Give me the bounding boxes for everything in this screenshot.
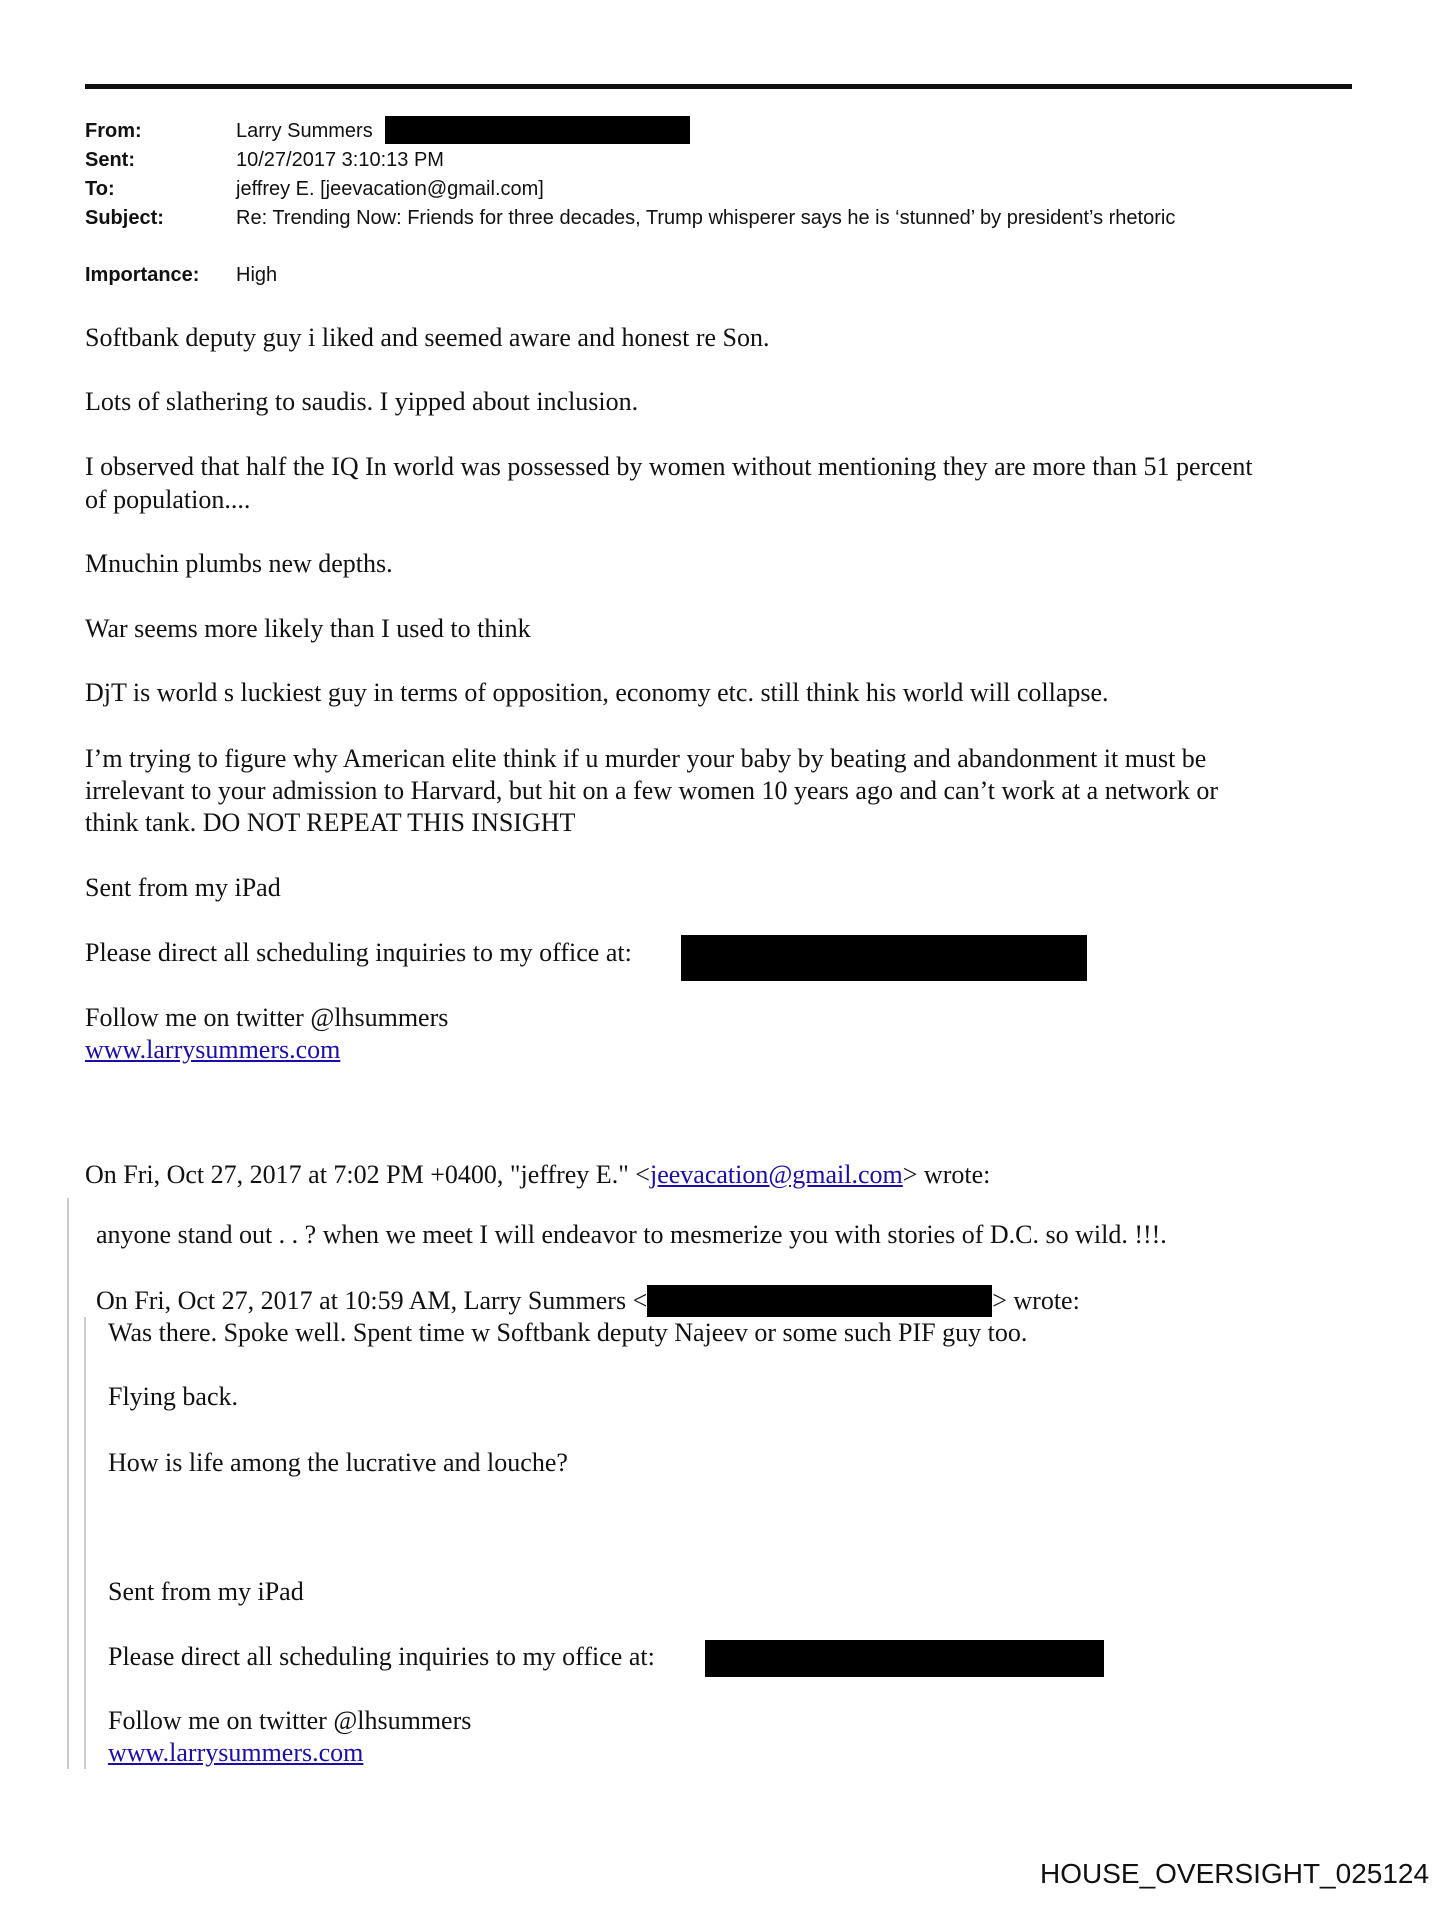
quote-attribution xyxy=(96,1285,1080,1317)
from-value: Larry Summers xyxy=(236,120,373,142)
website-link[interactable]: www.larrysummers.com xyxy=(85,1035,341,1064)
from-label: From: xyxy=(85,120,142,142)
website-link[interactable]: www.larrysummers.com xyxy=(108,1738,364,1767)
to-label: To: xyxy=(85,178,115,200)
sent-value: 10/27/2017 3:10:13 PM xyxy=(236,149,444,171)
quote-line: How is life among the lucrative and louche? xyxy=(108,1448,568,1477)
bates-number: HOUSE_OVERSIGHT_025124 xyxy=(1040,1858,1430,1889)
quote-text: anyone stand out . . ? when we meet I will endeavor to mesmerize you with stories of D.C. so wild. !!!. xyxy=(96,1220,1167,1249)
twitter-line: Follow me on twitter @lhsummers xyxy=(108,1706,472,1735)
attribution-text: On Fri, Oct 27, 2017 at 10:59 AM, Larry Summers < xyxy=(96,1286,648,1315)
body-line: DjT is world s luckiest guy in terms of opposition, economy etc. still think his world will collapse. xyxy=(85,678,1109,707)
email-link[interactable]: jeevacation@gmail.com xyxy=(649,1160,903,1189)
sent-from: Sent from my iPad xyxy=(85,873,281,902)
importance-value: High xyxy=(236,264,278,286)
body-line: think tank. DO NOT REPEAT THIS INSIGHT xyxy=(85,808,576,837)
quote-bar xyxy=(84,1317,86,1769)
redaction xyxy=(681,935,1087,981)
subject-label: Subject: xyxy=(85,207,164,229)
quote-attribution xyxy=(85,1159,990,1191)
attribution-text: On Fri, Oct 27, 2017 at 7:02 PM +0400, "jeffrey E." < xyxy=(85,1160,650,1189)
redaction xyxy=(647,1285,992,1317)
subject-value: Re: Trending Now: Friends for three decades, Trump whisperer says he is ‘stunned’ by president’s rhetoric xyxy=(236,207,1176,229)
body-line: of population.... xyxy=(85,485,251,514)
scheduling-line: Please direct all scheduling inquiries to my office at: xyxy=(108,1642,655,1671)
quote-line: Was there. Spoke well. Spent time w Softbank deputy Najeev or some such PIF guy too. xyxy=(108,1318,1028,1347)
body-line: Softbank deputy guy i liked and seemed aware and honest re Son. xyxy=(85,323,770,352)
attribution-text: > wrote: xyxy=(992,1286,1080,1315)
website-link-wrap xyxy=(108,1737,363,1769)
sent-label: Sent: xyxy=(85,149,135,171)
quote-line: Flying back. xyxy=(108,1382,238,1411)
body-line: Mnuchin plumbs new depths. xyxy=(85,549,393,578)
body-line: Lots of slathering to saudis. I yipped about inclusion. xyxy=(85,387,639,416)
body-line: War seems more likely than I used to think xyxy=(85,614,531,643)
website-link-wrap xyxy=(85,1034,340,1066)
quote-bar xyxy=(67,1198,69,1769)
header-rule xyxy=(85,84,1352,89)
scheduling-line: Please direct all scheduling inquiries to my office at: xyxy=(85,938,632,967)
importance-label: Importance: xyxy=(85,264,200,286)
to-value: jeffrey E. [jeevacation@gmail.com] xyxy=(236,178,544,200)
body-line: I observed that half the IQ In world was possessed by women without mentioning they are more than 51 percent xyxy=(85,452,1253,481)
body-line: I’m trying to figure why American elite think if u murder your baby by beating and abandonment it must be xyxy=(85,744,1207,773)
body-line: irrelevant to your admission to Harvard, but hit on a few women 10 years ago and can’t work at a network or xyxy=(85,776,1219,805)
attribution-text: > wrote: xyxy=(902,1160,991,1189)
twitter-line: Follow me on twitter @lhsummers xyxy=(85,1003,449,1032)
redaction xyxy=(385,116,690,144)
sent-from: Sent from my iPad xyxy=(108,1577,304,1606)
redaction xyxy=(705,1640,1104,1677)
